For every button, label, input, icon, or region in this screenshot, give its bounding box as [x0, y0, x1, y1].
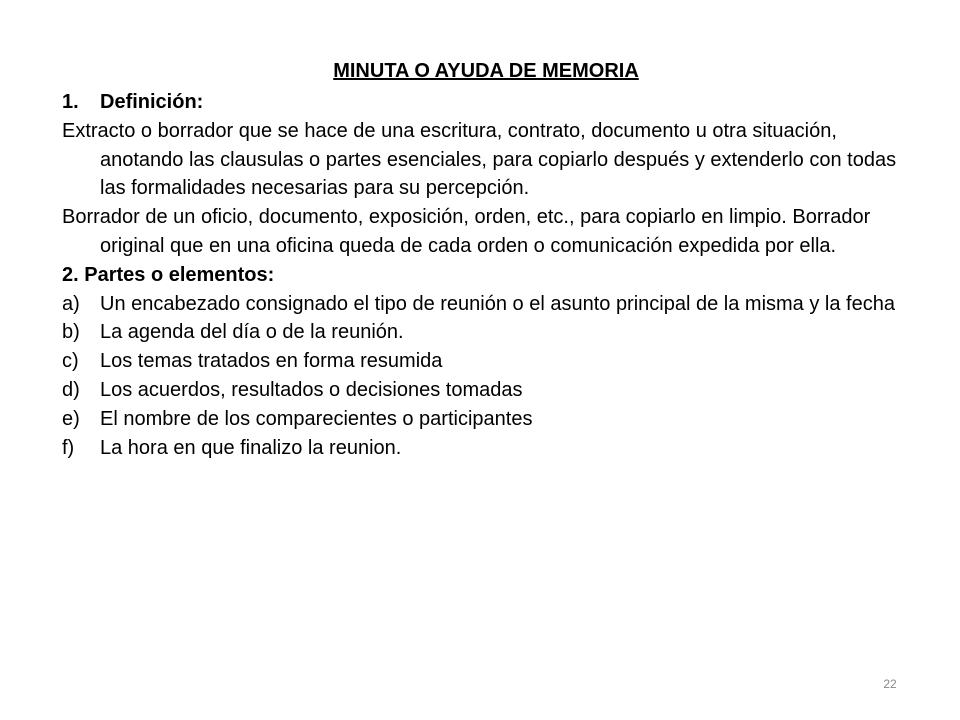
list-item	[62, 376, 912, 405]
list-item-text: El nombre de los comparecientes o participantes	[100, 407, 533, 430]
list-item-marker: c)	[62, 350, 79, 373]
list-item-marker: f)	[62, 436, 75, 459]
list-item	[62, 318, 912, 347]
list-item	[62, 347, 912, 376]
list-item	[62, 434, 912, 463]
list-item-marker: d)	[62, 378, 80, 401]
section-1-number: 1.	[62, 91, 79, 113]
list-item-text: Un encabezado consignado el tipo de reunión o el asunto principal de la misma y la fecha	[100, 292, 895, 315]
list-item-text: Los temas tratados en forma resumida	[100, 350, 443, 373]
list-item-text: La hora en que finalizo la reunion.	[100, 436, 402, 459]
list-item-marker: b)	[62, 321, 80, 344]
list-item-text: La agenda del día o de la reunión.	[100, 321, 404, 344]
document-body	[62, 88, 912, 462]
list-item-marker: a)	[62, 292, 80, 315]
page-number: 22	[883, 677, 897, 691]
section-1-heading	[62, 88, 912, 117]
document-title: MINUTA O AYUDA DE MEMORIA	[333, 60, 639, 82]
section-2-heading: 2. Partes o elementos:	[62, 263, 275, 286]
list-item	[62, 405, 912, 434]
list-item	[62, 290, 912, 319]
section-1-title: Definición:	[100, 91, 204, 113]
list-item-text: Los acuerdos, resultados o decisiones tomadas	[100, 378, 523, 401]
list-item-marker: e)	[62, 407, 80, 430]
definition-paragraph-1: Extracto o borrador que se hace de una escritura, contrato, documento u otra situación, anotando las clausulas o partes esenciales, para copiarlo después y extenderlo con todas las formalidades necesarias para su percepción.	[62, 119, 897, 200]
definition-paragraph-2: Borrador de un oficio, documento, exposición, orden, etc., para copiarlo en limpio. Borrador original que en una oficina queda de cada orden o comunicación expedida por ella.	[62, 206, 871, 257]
